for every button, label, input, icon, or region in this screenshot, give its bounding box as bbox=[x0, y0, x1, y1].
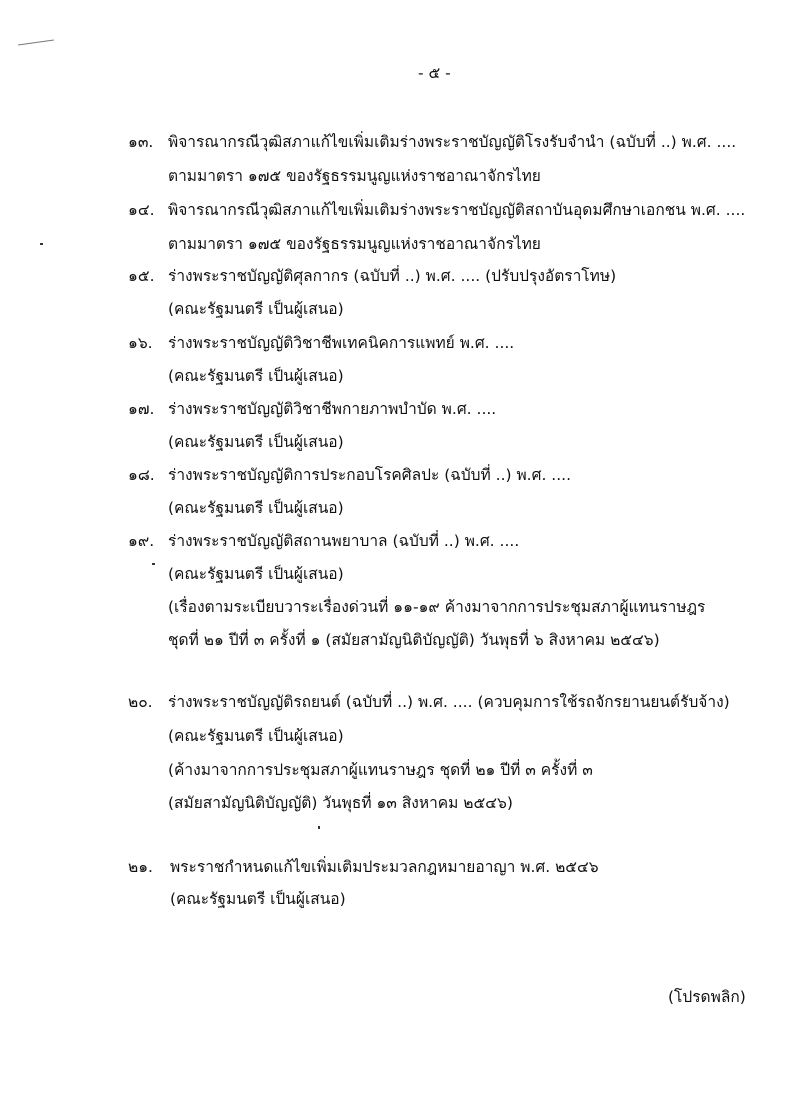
item-16-number: ๑๖. bbox=[128, 334, 153, 352]
item-21-number: ๒๑. bbox=[128, 858, 153, 876]
item-21-detail: (คณะรัฐมนตรี เป็นผู้เสนอ) bbox=[170, 890, 346, 908]
item-20-number: ๒๐. bbox=[128, 693, 153, 711]
item-15-detail: (คณะรัฐมนตรี เป็นผู้เสนอ) bbox=[168, 300, 344, 318]
scan-speck bbox=[318, 826, 320, 829]
item-18-detail: (คณะรัฐมนตรี เป็นผู้เสนอ) bbox=[168, 499, 344, 517]
scan-speck bbox=[18, 39, 54, 45]
item-20-note-1: (ค้างมาจากการประชุมสภาผู้แทนราษฎร ชุดที่ ๒๑ ปีที่ ๓ ครั้งที่ ๓ bbox=[168, 761, 593, 779]
item-13-detail: ตามมาตรา ๑๗๕ ของรัฐธรรมนูญแห่งราชอาณาจักรไทย bbox=[168, 167, 541, 185]
note-line-1: (เรื่องตามระเบียบวาระเรื่องด่วนที่ ๑๑-๑๙ ค้างมาจากการประชุมสภาผู้แทนราษฎร bbox=[168, 598, 706, 616]
scan-speck bbox=[152, 563, 155, 565]
note-line-2: ชุดที่ ๒๑ ปีที่ ๓ ครั้งที่ ๑ (สมัยสามัญนิติบัญญัติ) วันพุธที่ ๖ สิงหาคม ๒๕๔๖) bbox=[168, 631, 660, 649]
item-17-detail: (คณะรัฐมนตรี เป็นผู้เสนอ) bbox=[168, 433, 344, 451]
item-15-title: ร่างพระราชบัญญัติศุลกากร (ฉบับที่ ..) พ.ศ. .... (ปรับปรุงอัตราโทษ) bbox=[168, 267, 617, 285]
item-13-title: พิจารณากรณีวุฒิสภาแก้ไขเพิ่มเติมร่างพระราชบัญญัติโรงรับจำนำ (ฉบับที่ ..) พ.ศ. .... bbox=[168, 133, 737, 151]
item-16-title: ร่างพระราชบัญญัติวิชาชีพเทคนิคการแพทย์ พ.ศ. .... bbox=[168, 334, 515, 352]
item-19-detail: (คณะรัฐมนตรี เป็นผู้เสนอ) bbox=[168, 565, 344, 583]
scan-speck bbox=[40, 243, 43, 245]
item-14-detail: ตามมาตรา ๑๗๕ ของรัฐธรรมนูญแห่งราชอาณาจักรไทย bbox=[168, 235, 541, 253]
item-18-number: ๑๘. bbox=[128, 466, 155, 484]
item-21-title: พระราชกำหนดแก้ไขเพิ่มเติมประมวลกฎหมายอาญา พ.ศ. ๒๕๔๖ bbox=[170, 858, 599, 876]
item-14-title: พิจารณากรณีวุฒิสภาแก้ไขเพิ่มเติมร่างพระราชบัญญัติสถาบันอุดมศึกษาเอกชน พ.ศ. .... bbox=[168, 201, 746, 219]
item-16-detail: (คณะรัฐมนตรี เป็นผู้เสนอ) bbox=[168, 367, 344, 385]
item-20-title: ร่างพระราชบัญญัติรถยนต์ (ฉบับที่ ..) พ.ศ. .... (ควบคุมการใช้รถจักรยานยนต์รับจ้าง) bbox=[168, 693, 730, 711]
item-19-number: ๑๙. bbox=[128, 532, 155, 550]
item-13-number: ๑๓. bbox=[128, 133, 154, 151]
item-17-number: ๑๗. bbox=[128, 400, 155, 418]
please-turn-over: (โปรดพลิก) bbox=[668, 988, 746, 1006]
item-14-number: ๑๔. bbox=[128, 201, 155, 219]
page-number: - ๕ - bbox=[418, 64, 451, 82]
item-20-note-2: (สมัยสามัญนิติบัญญัติ) วันพุธที่ ๑๓ สิงหาคม ๒๕๔๖) bbox=[168, 794, 513, 812]
item-17-title: ร่างพระราชบัญญัติวิชาชีพกายภาพบำบัด พ.ศ. .... bbox=[168, 400, 497, 418]
item-15-number: ๑๕. bbox=[128, 267, 155, 285]
item-19-title: ร่างพระราชบัญญัติสถานพยาบาล (ฉบับที่ ..) พ.ศ. .... bbox=[168, 532, 520, 550]
item-18-title: ร่างพระราชบัญญัติการประกอบโรคศิลปะ (ฉบับที่ ..) พ.ศ. .... bbox=[168, 466, 572, 484]
item-20-detail: (คณะรัฐมนตรี เป็นผู้เสนอ) bbox=[168, 727, 344, 745]
